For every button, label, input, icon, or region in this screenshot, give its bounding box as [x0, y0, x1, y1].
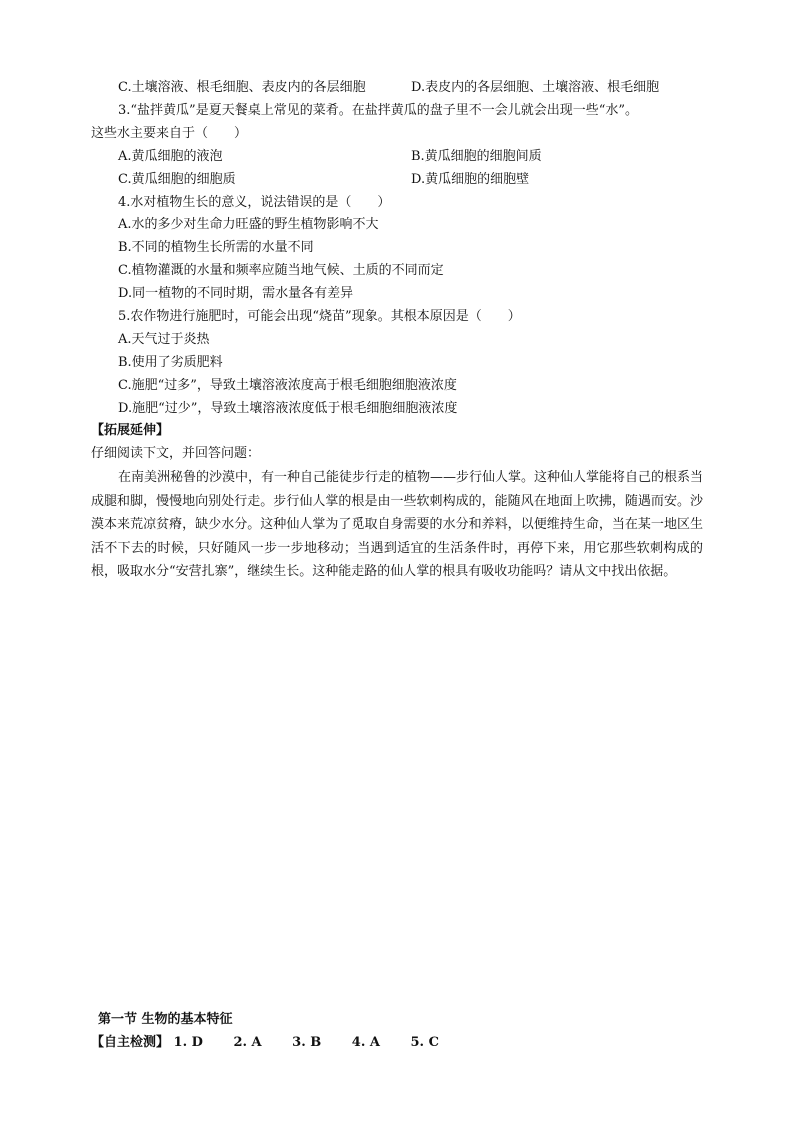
extension-heading: 【拓展延伸】: [91, 423, 170, 438]
q3-stem-line2: 这些水主要来自于（ ）: [91, 126, 248, 141]
answers-section-title: 第一节 生物的基本特征: [98, 1012, 233, 1027]
q3-option-a: A.黄瓜细胞的液泡: [118, 149, 223, 164]
q4-option-b: B.不同的植物生长所需的水量不同: [118, 240, 314, 255]
answer-item: 5. C: [410, 1035, 439, 1050]
q3-stem-line1: 3.“盐拌黄瓜”是夏天餐桌上常见的菜肴。在盐拌黄瓜的盘子里不一会儿就会出现一些“水”。: [118, 103, 638, 118]
q4-option-c: C.植物灌溉的水量和频率应随当地气候、土质的不同而定: [118, 263, 444, 278]
q4-stem: 4.水对植物生长的意义，说法错误的是（ ）: [118, 195, 391, 210]
q5-option-a: A.天气过于炎热: [118, 332, 210, 347]
answer-item: 4. A: [351, 1035, 380, 1050]
q2-option-d: D.表皮内的各层细胞、土壤溶液、根毛细胞: [411, 80, 660, 95]
extension-instruction: 仔细阅读下文，并回答问题：: [91, 446, 261, 461]
q3-option-b: B.黄瓜细胞的细胞间质: [411, 149, 542, 164]
answer-item: 3. B: [292, 1035, 322, 1050]
q3-option-d: D.黄瓜细胞的细胞壁: [411, 172, 530, 187]
answers-line: [91, 1034, 439, 1052]
q5-option-b: B.使用了劣质肥料: [118, 355, 223, 370]
extension-paragraph: 在南美洲秘鲁的沙漠中，有一种自己能徒步行走的植物——步行仙人掌。这种仙人掌能将自己的根系当成腿和脚，慢慢地向别处行走。步行仙人掌的根是由一些软刺构成的，能随风在地面上吹拂，随遇而安。沙漠本来荒凉贫瘠，缺少水分。这种仙人掌为了觅取自身需要的水分和养料，以便维持生命，当在某一地区生活不下去的时候，只好随风一步一步地移动；当遇到适宜的生活条件时，再停下来，用它那些软刺构成的根，吸取水分“安营扎寨”，继续生长。这种能走路的仙人掌的根具有吸收功能吗？请从文中找出依据。: [91, 470, 704, 580]
q4-option-d: D.同一植物的不同时期，需水量各有差异: [118, 286, 354, 301]
q2-option-c: C.土壤溶液、根毛细胞、表皮内的各层细胞: [118, 80, 366, 95]
q5-option-d: D.施肥“过少”，导致土壤溶液浓度低于根毛细胞细胞液浓度: [118, 401, 458, 416]
answers-label: 【自主检测】: [91, 1035, 170, 1050]
q3-option-c: C.黄瓜细胞的细胞质: [118, 172, 236, 187]
answer-item: 2. A: [233, 1035, 262, 1050]
q5-option-c: C.施肥“过多”，导致土壤溶液浓度高于根毛细胞细胞液浓度: [118, 378, 457, 393]
q4-option-a: A.水的多少对生命力旺盛的野生植物影响不大: [118, 217, 379, 232]
q5-stem: 5.农作物进行施肥时，可能会出现“烧苗”现象。其根本原因是（ ）: [118, 309, 521, 324]
answer-item: 1. D: [173, 1035, 203, 1050]
